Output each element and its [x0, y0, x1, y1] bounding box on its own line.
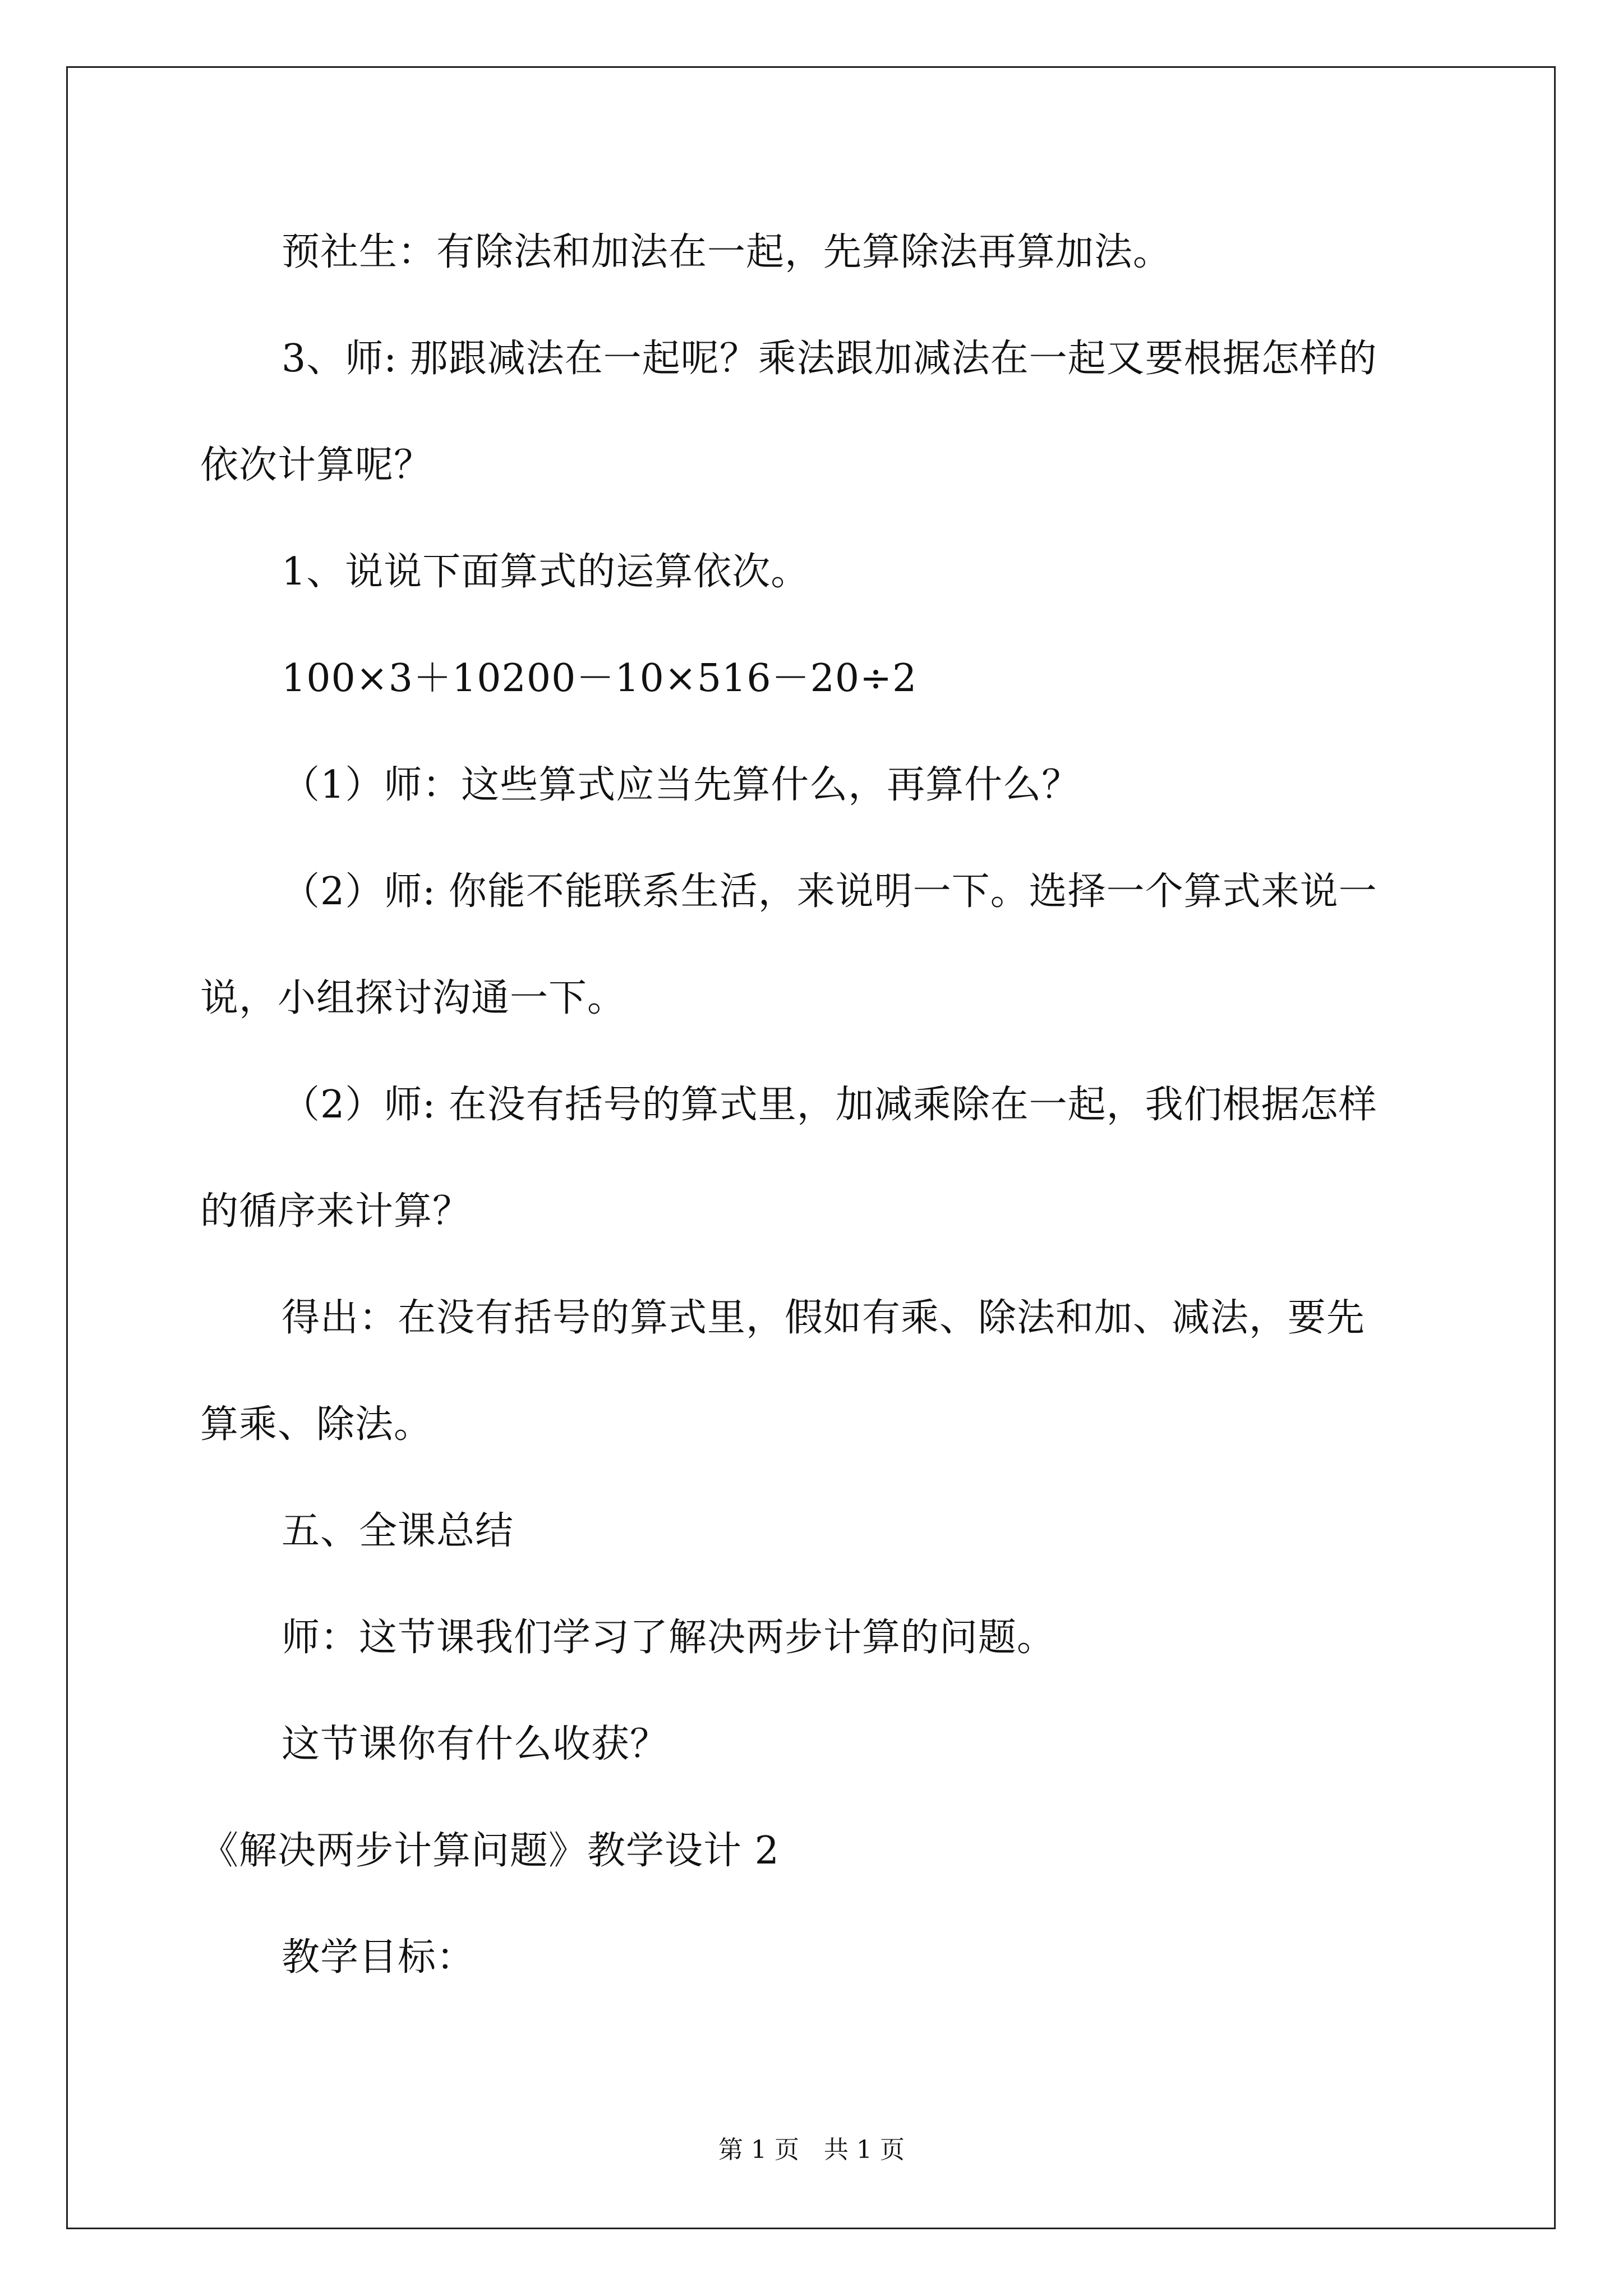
- text-line: 说，小组探讨沟通一下。: [200, 976, 626, 1020]
- page-border: [66, 66, 1556, 2229]
- section-heading: 教学目标：: [282, 1935, 476, 1980]
- text-line: 预社生：有除法和加法在一起，先算除法再算加法。: [282, 230, 1172, 274]
- text-line: 算乘、除法。: [200, 1402, 433, 1447]
- text-line: 师：这节课我们学习了解决两步计算的问题。: [282, 1616, 1056, 1660]
- text-line: 这节课你有什么收获？: [282, 1722, 669, 1766]
- text-line: 依次计算呢？: [200, 443, 433, 487]
- text-line: 得出：在没有括号的算式里，假如有乘、除法和加、减法，要先: [282, 1296, 1366, 1340]
- page-footer: 第 1 页 共 1 页: [718, 2136, 905, 2164]
- text-line: 的循序来计算？: [200, 1189, 472, 1234]
- formula-line: 100×3＋10200－10×516－20÷2: [282, 656, 917, 701]
- text-line: 3、师: 那跟减法在一起呢？乘法跟加减法在一起又要根据怎样的: [282, 337, 1377, 381]
- text-line: （2）师: 你能不能联系生活，来说明一下。选择一个算式来说一: [282, 869, 1377, 914]
- text-line: （1）师：这些算式应当先算什么，再算什么？: [282, 763, 1081, 807]
- document-title: 《解决两步计算问题》教学设计 2: [200, 1829, 780, 1873]
- text-line: （2）师: 在没有括号的算式里，加减乘除在一起，我们根据怎样: [282, 1083, 1377, 1127]
- text-line: 1、说说下面算式的运算依次。: [282, 550, 810, 594]
- section-heading: 五、全课总结: [282, 1509, 514, 1553]
